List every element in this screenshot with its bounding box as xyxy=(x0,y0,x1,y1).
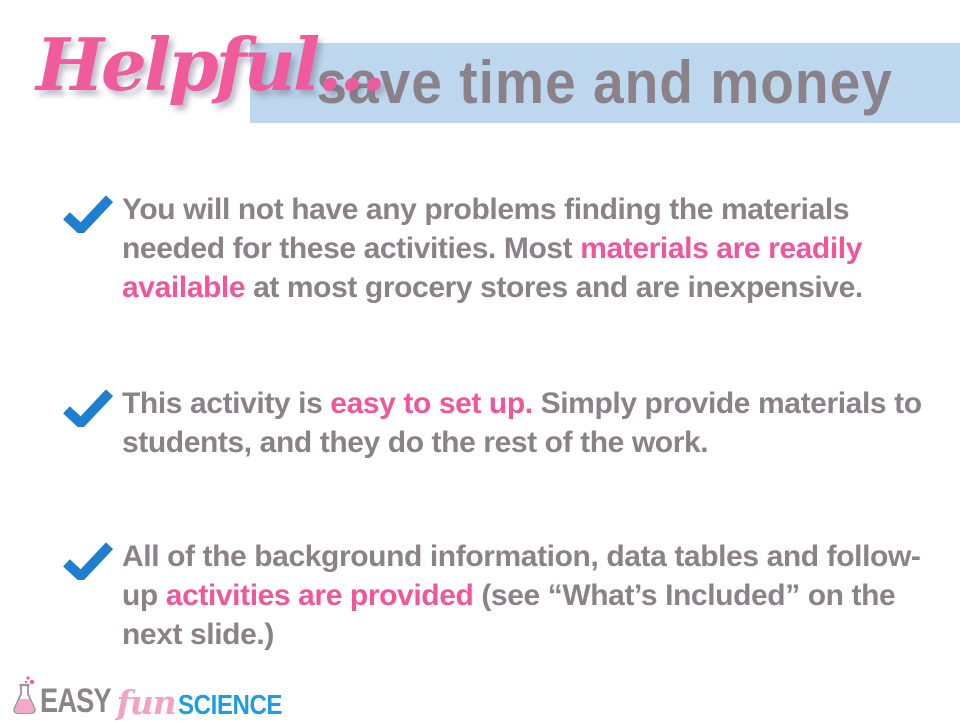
bullet-text xyxy=(122,190,922,307)
bullet-item xyxy=(62,190,922,307)
title-bar-text: save time and money xyxy=(316,49,894,117)
bullet-text-highlight: materials are readily available xyxy=(122,232,862,304)
logo-text-science: SCIENCE xyxy=(177,688,282,720)
bullet-text-pre: You will not have any problems finding the materials needed for these activities. Most xyxy=(122,193,850,265)
checkmark-icon xyxy=(62,542,114,654)
bullet-text-highlight: easy to set up. xyxy=(330,387,533,420)
bullet-text xyxy=(122,384,922,462)
checkmark-icon xyxy=(62,389,114,462)
flask-icon xyxy=(12,672,38,716)
checkmark-icon xyxy=(62,195,114,307)
bullet-text-post: (see “What’s Included” on the next slide.) xyxy=(122,579,896,651)
logo-text-easy: EASY xyxy=(40,682,111,721)
slide-title-script: Helpful... xyxy=(36,22,384,107)
bullet-text-post: Simply provide materials to students, and they do the rest of the work. xyxy=(122,387,922,459)
bullet-item xyxy=(62,537,922,654)
bullet-text-highlight: activities are provided xyxy=(165,579,474,612)
bullet-item xyxy=(62,384,922,462)
bullet-text xyxy=(122,537,922,654)
easy-fun-science-logo xyxy=(12,672,299,722)
bullet-text-pre: All of the background information, data tables and follow-up xyxy=(122,540,921,612)
bullet-text-pre: This activity is xyxy=(122,387,331,420)
bullet-text-post: at most grocery stores and are inexpensive. xyxy=(245,271,863,304)
logo-text-fun: fun xyxy=(116,682,176,722)
